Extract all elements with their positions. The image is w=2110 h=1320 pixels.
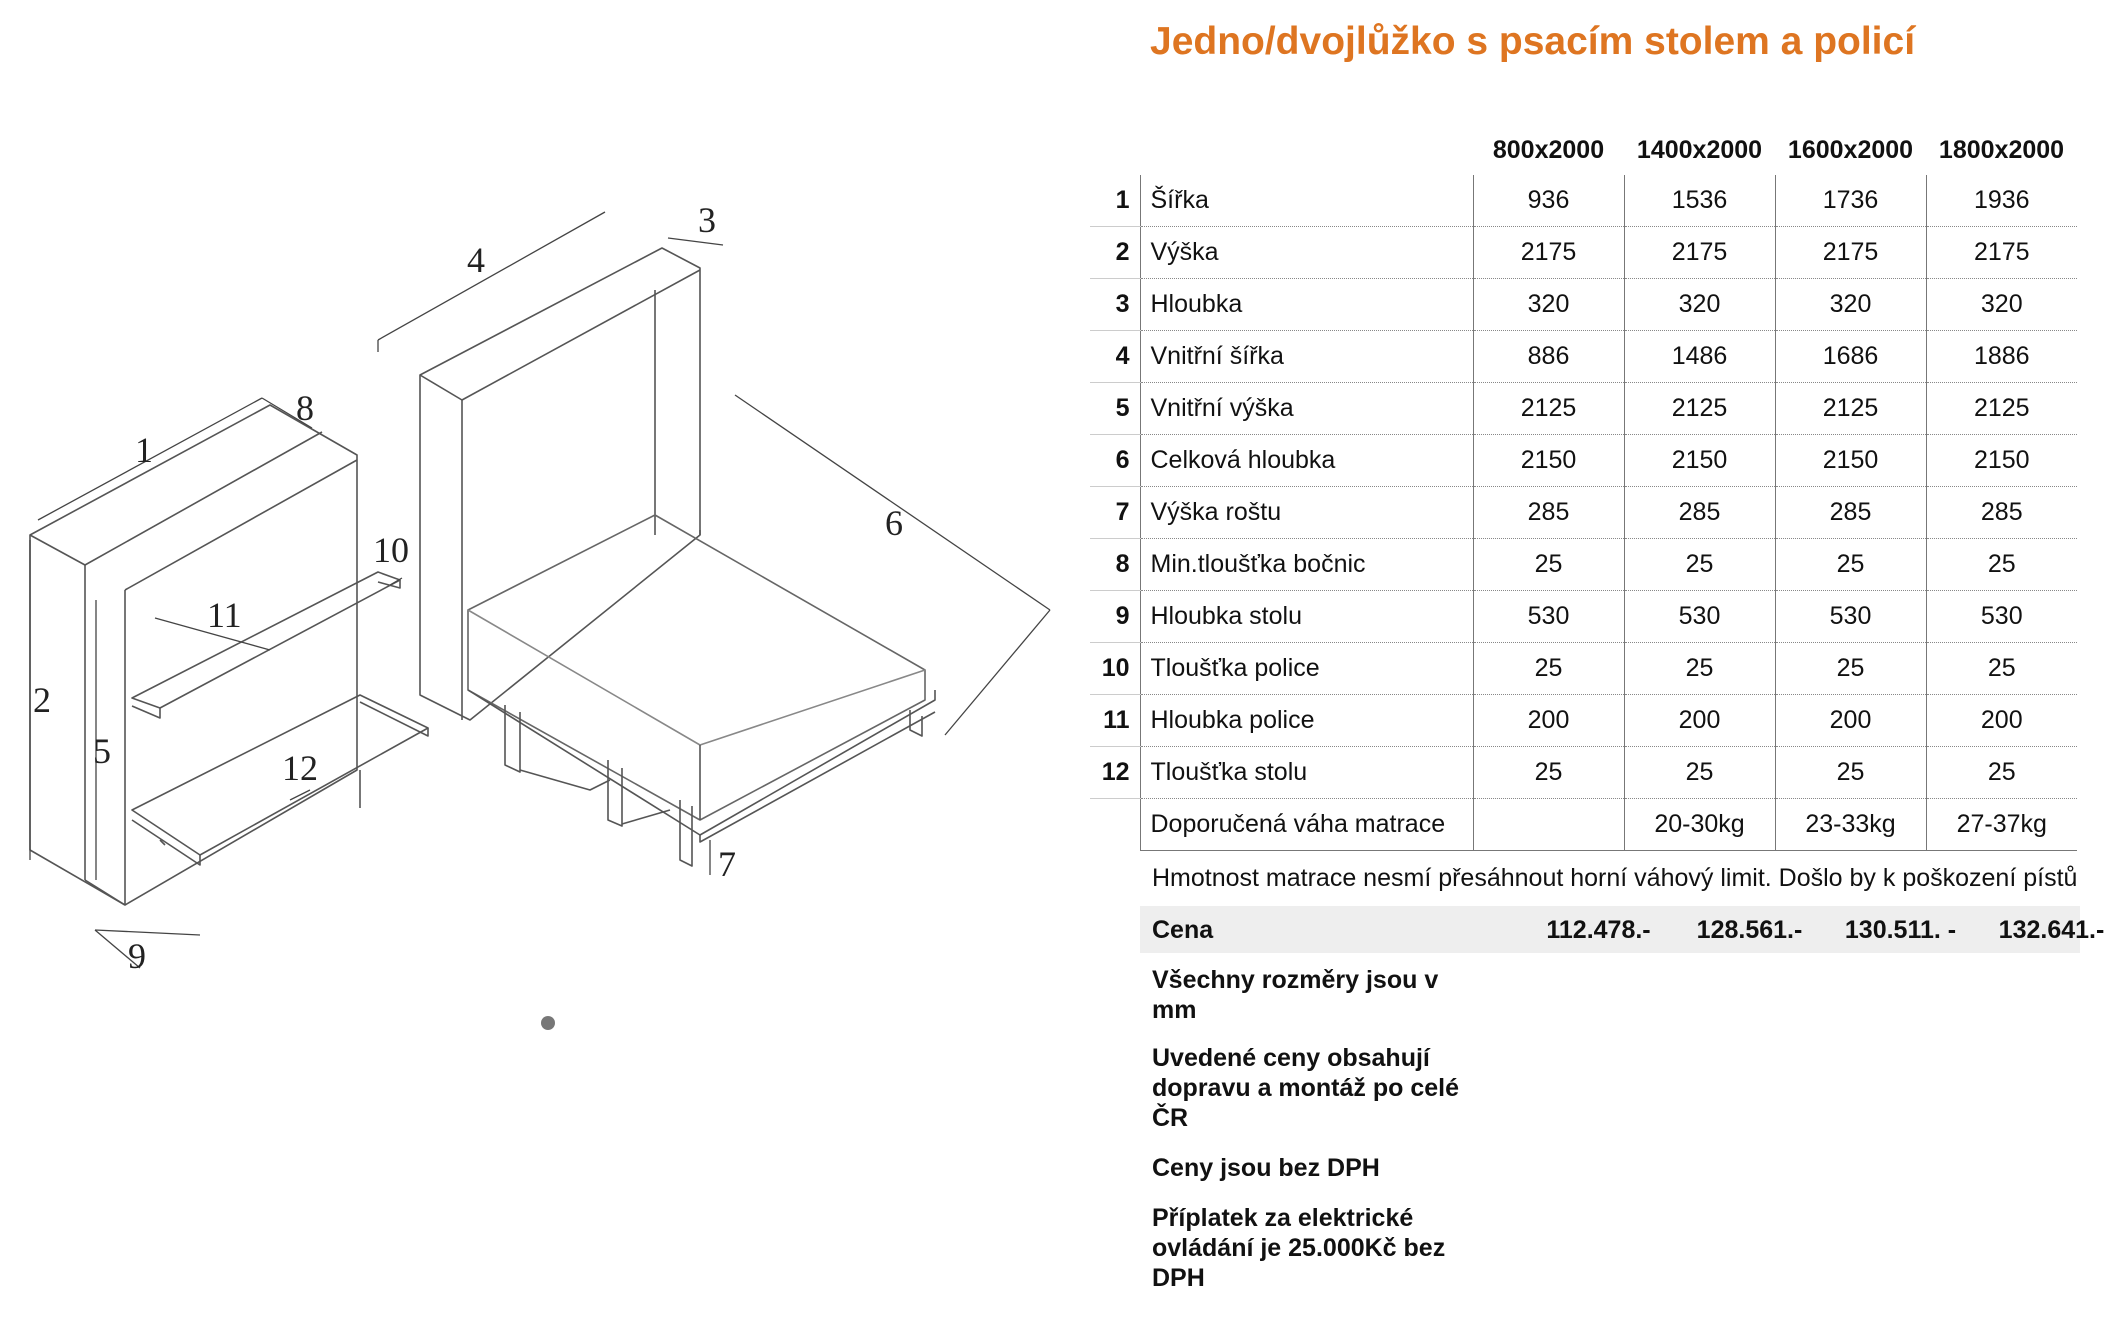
cell-value: 285	[1624, 487, 1775, 539]
price-label: Cena	[1152, 916, 1214, 944]
cell-value: 25	[1926, 643, 2077, 695]
dim-label-12: 12	[282, 748, 318, 788]
info-note-electric: Příplatek za elektrické ovládání je 25.000Kč bez DPH	[1152, 1204, 1446, 1292]
row-number: 5	[1090, 383, 1140, 435]
spec-table-body	[1090, 175, 2077, 851]
cell-value: 1686	[1775, 331, 1926, 383]
cell-value: 25	[1624, 747, 1775, 799]
row-number: 2	[1090, 227, 1140, 279]
price-value: 128.561.-	[1696, 916, 1803, 944]
table-row	[1090, 383, 2077, 435]
cell-value: 200	[1926, 695, 2077, 747]
closed-cabinet-drawing	[30, 405, 428, 905]
dim-label-7: 7	[718, 844, 736, 884]
cell-value: 25	[1624, 643, 1775, 695]
dim-label-11: 11	[207, 595, 242, 635]
cell-value: 2125	[1926, 383, 2077, 435]
table-row	[1090, 279, 2077, 331]
cell-value: 2150	[1473, 435, 1624, 487]
cell-value: 25	[1926, 747, 2077, 799]
table-row	[1090, 695, 2077, 747]
cell-value: 2150	[1775, 435, 1926, 487]
cell-value: 285	[1926, 487, 2077, 539]
dimension-diagram	[0, 0, 1120, 1060]
row-label: Tloušťka stolu	[1140, 747, 1473, 799]
cell-value: 530	[1926, 591, 2077, 643]
row-number: 3	[1090, 279, 1140, 331]
table-row	[1090, 591, 2077, 643]
row-label: Hloubka	[1140, 279, 1473, 331]
dim-label-6: 6	[885, 503, 903, 543]
cell-value: 200	[1775, 695, 1926, 747]
dim-label-10: 10	[373, 530, 409, 570]
column-header: 1800x2000	[1938, 135, 2065, 164]
row-label: Výška roštu	[1140, 487, 1473, 539]
cell-value: 285	[1473, 487, 1624, 539]
cell-value: 25	[1775, 643, 1926, 695]
cell-value: 285	[1775, 487, 1926, 539]
price-value: 132.641.-	[1998, 916, 2105, 944]
row-label: Tloušťka police	[1140, 643, 1473, 695]
row-number: 1	[1090, 175, 1140, 227]
dim-label-2: 2	[33, 680, 51, 720]
cell-value: 2125	[1624, 383, 1775, 435]
cell-value: 200	[1624, 695, 1775, 747]
cell-value: 2175	[1926, 227, 2077, 279]
row-label: Hloubka police	[1140, 695, 1473, 747]
cell-value: 1736	[1775, 175, 1926, 227]
cell-value: 20-30kg	[1624, 799, 1775, 851]
dim-label-8: 8	[296, 388, 314, 428]
cell-value: 530	[1624, 591, 1775, 643]
column-header: 1600x2000	[1787, 135, 1914, 164]
cell-value: 1886	[1926, 331, 2077, 383]
cell-value: 2175	[1775, 227, 1926, 279]
row-label: Hloubka stolu	[1140, 591, 1473, 643]
cell-value: 2175	[1624, 227, 1775, 279]
table-row	[1090, 799, 2077, 851]
row-number: 8	[1090, 539, 1140, 591]
cell-value: 25	[1775, 747, 1926, 799]
cell-value: 886	[1473, 331, 1624, 383]
header-num	[1090, 125, 1140, 175]
cell-value: 2175	[1473, 227, 1624, 279]
row-number: 4	[1090, 331, 1140, 383]
cell-value: 1936	[1926, 175, 2077, 227]
column-header: 1400x2000	[1636, 135, 1763, 164]
price-value: 130.511. -	[1844, 916, 1957, 944]
row-label: Šířka	[1140, 175, 1473, 227]
row-label: Výška	[1140, 227, 1473, 279]
dim-label-1: 1	[135, 430, 153, 470]
cell-value: 2125	[1473, 383, 1624, 435]
cell-value: 530	[1775, 591, 1926, 643]
row-number: 11	[1090, 695, 1140, 747]
dim-label-9: 9	[128, 936, 146, 976]
cell-value	[1473, 799, 1624, 851]
header-label	[1140, 125, 1473, 175]
page-title: Jedno/dvojlůžko s psacím stolem a policí	[1150, 20, 1916, 63]
cell-value: 2125	[1775, 383, 1926, 435]
row-number	[1090, 799, 1140, 851]
table-row	[1090, 747, 2077, 799]
row-label: Celková hloubka	[1140, 435, 1473, 487]
row-number: 12	[1090, 747, 1140, 799]
info-note-delivery: Uvedené ceny obsahují dopravu a montáž po celé ČR	[1152, 1044, 1460, 1132]
cell-value: 320	[1926, 279, 2077, 331]
cell-value: 320	[1624, 279, 1775, 331]
info-note-dimensions: Všechny rozměry jsou v mm	[1152, 966, 1439, 1024]
row-label: Vnitřní šířka	[1140, 331, 1473, 383]
row-label: Min.tloušťka bočnic	[1140, 539, 1473, 591]
cell-value: 25	[1473, 539, 1624, 591]
info-note-vat: Ceny jsou bez DPH	[1152, 1154, 1380, 1182]
row-number: 6	[1090, 435, 1140, 487]
table-row	[1090, 435, 2077, 487]
table-row	[1090, 643, 2077, 695]
row-label: Vnitřní výška	[1140, 383, 1473, 435]
cell-value: 200	[1473, 695, 1624, 747]
table-row	[1090, 227, 2077, 279]
cell-value: 1486	[1624, 331, 1775, 383]
mattress-weight-note: Hmotnost matrace nesmí přesáhnout horní váhový limit. Došlo by k poškození pístů	[1152, 864, 2078, 892]
cell-value: 27-37kg	[1926, 799, 2077, 851]
cell-value: 2150	[1926, 435, 2077, 487]
cell-value: 320	[1775, 279, 1926, 331]
cell-value: 320	[1473, 279, 1624, 331]
cell-value: 25	[1473, 747, 1624, 799]
cell-value: 25	[1926, 539, 2077, 591]
cell-value: 936	[1473, 175, 1624, 227]
dim-label-3: 3	[698, 200, 716, 240]
cell-value: 530	[1473, 591, 1624, 643]
cell-value: 2150	[1624, 435, 1775, 487]
cell-value: 23-33kg	[1775, 799, 1926, 851]
row-number: 7	[1090, 487, 1140, 539]
spec-table	[1090, 125, 2077, 851]
table-row	[1090, 175, 2077, 227]
row-number: 9	[1090, 591, 1140, 643]
dim-label-5: 5	[93, 731, 111, 771]
cell-value: 25	[1473, 643, 1624, 695]
row-label: Doporučená váha matrace	[1140, 799, 1473, 851]
price-row	[1140, 906, 2105, 953]
cell-value: 25	[1624, 539, 1775, 591]
table-header-row	[1090, 125, 2077, 175]
table-row	[1090, 331, 2077, 383]
open-bed-drawing	[420, 248, 935, 866]
cell-value: 1536	[1624, 175, 1775, 227]
price-value: 112.478.-	[1546, 916, 1651, 944]
row-number: 10	[1090, 643, 1140, 695]
table-row	[1090, 487, 2077, 539]
carousel-dot[interactable]	[541, 1016, 555, 1030]
table-row	[1090, 539, 2077, 591]
cell-value: 25	[1775, 539, 1926, 591]
dim-label-4: 4	[467, 240, 485, 280]
column-header: 800x2000	[1492, 135, 1605, 164]
